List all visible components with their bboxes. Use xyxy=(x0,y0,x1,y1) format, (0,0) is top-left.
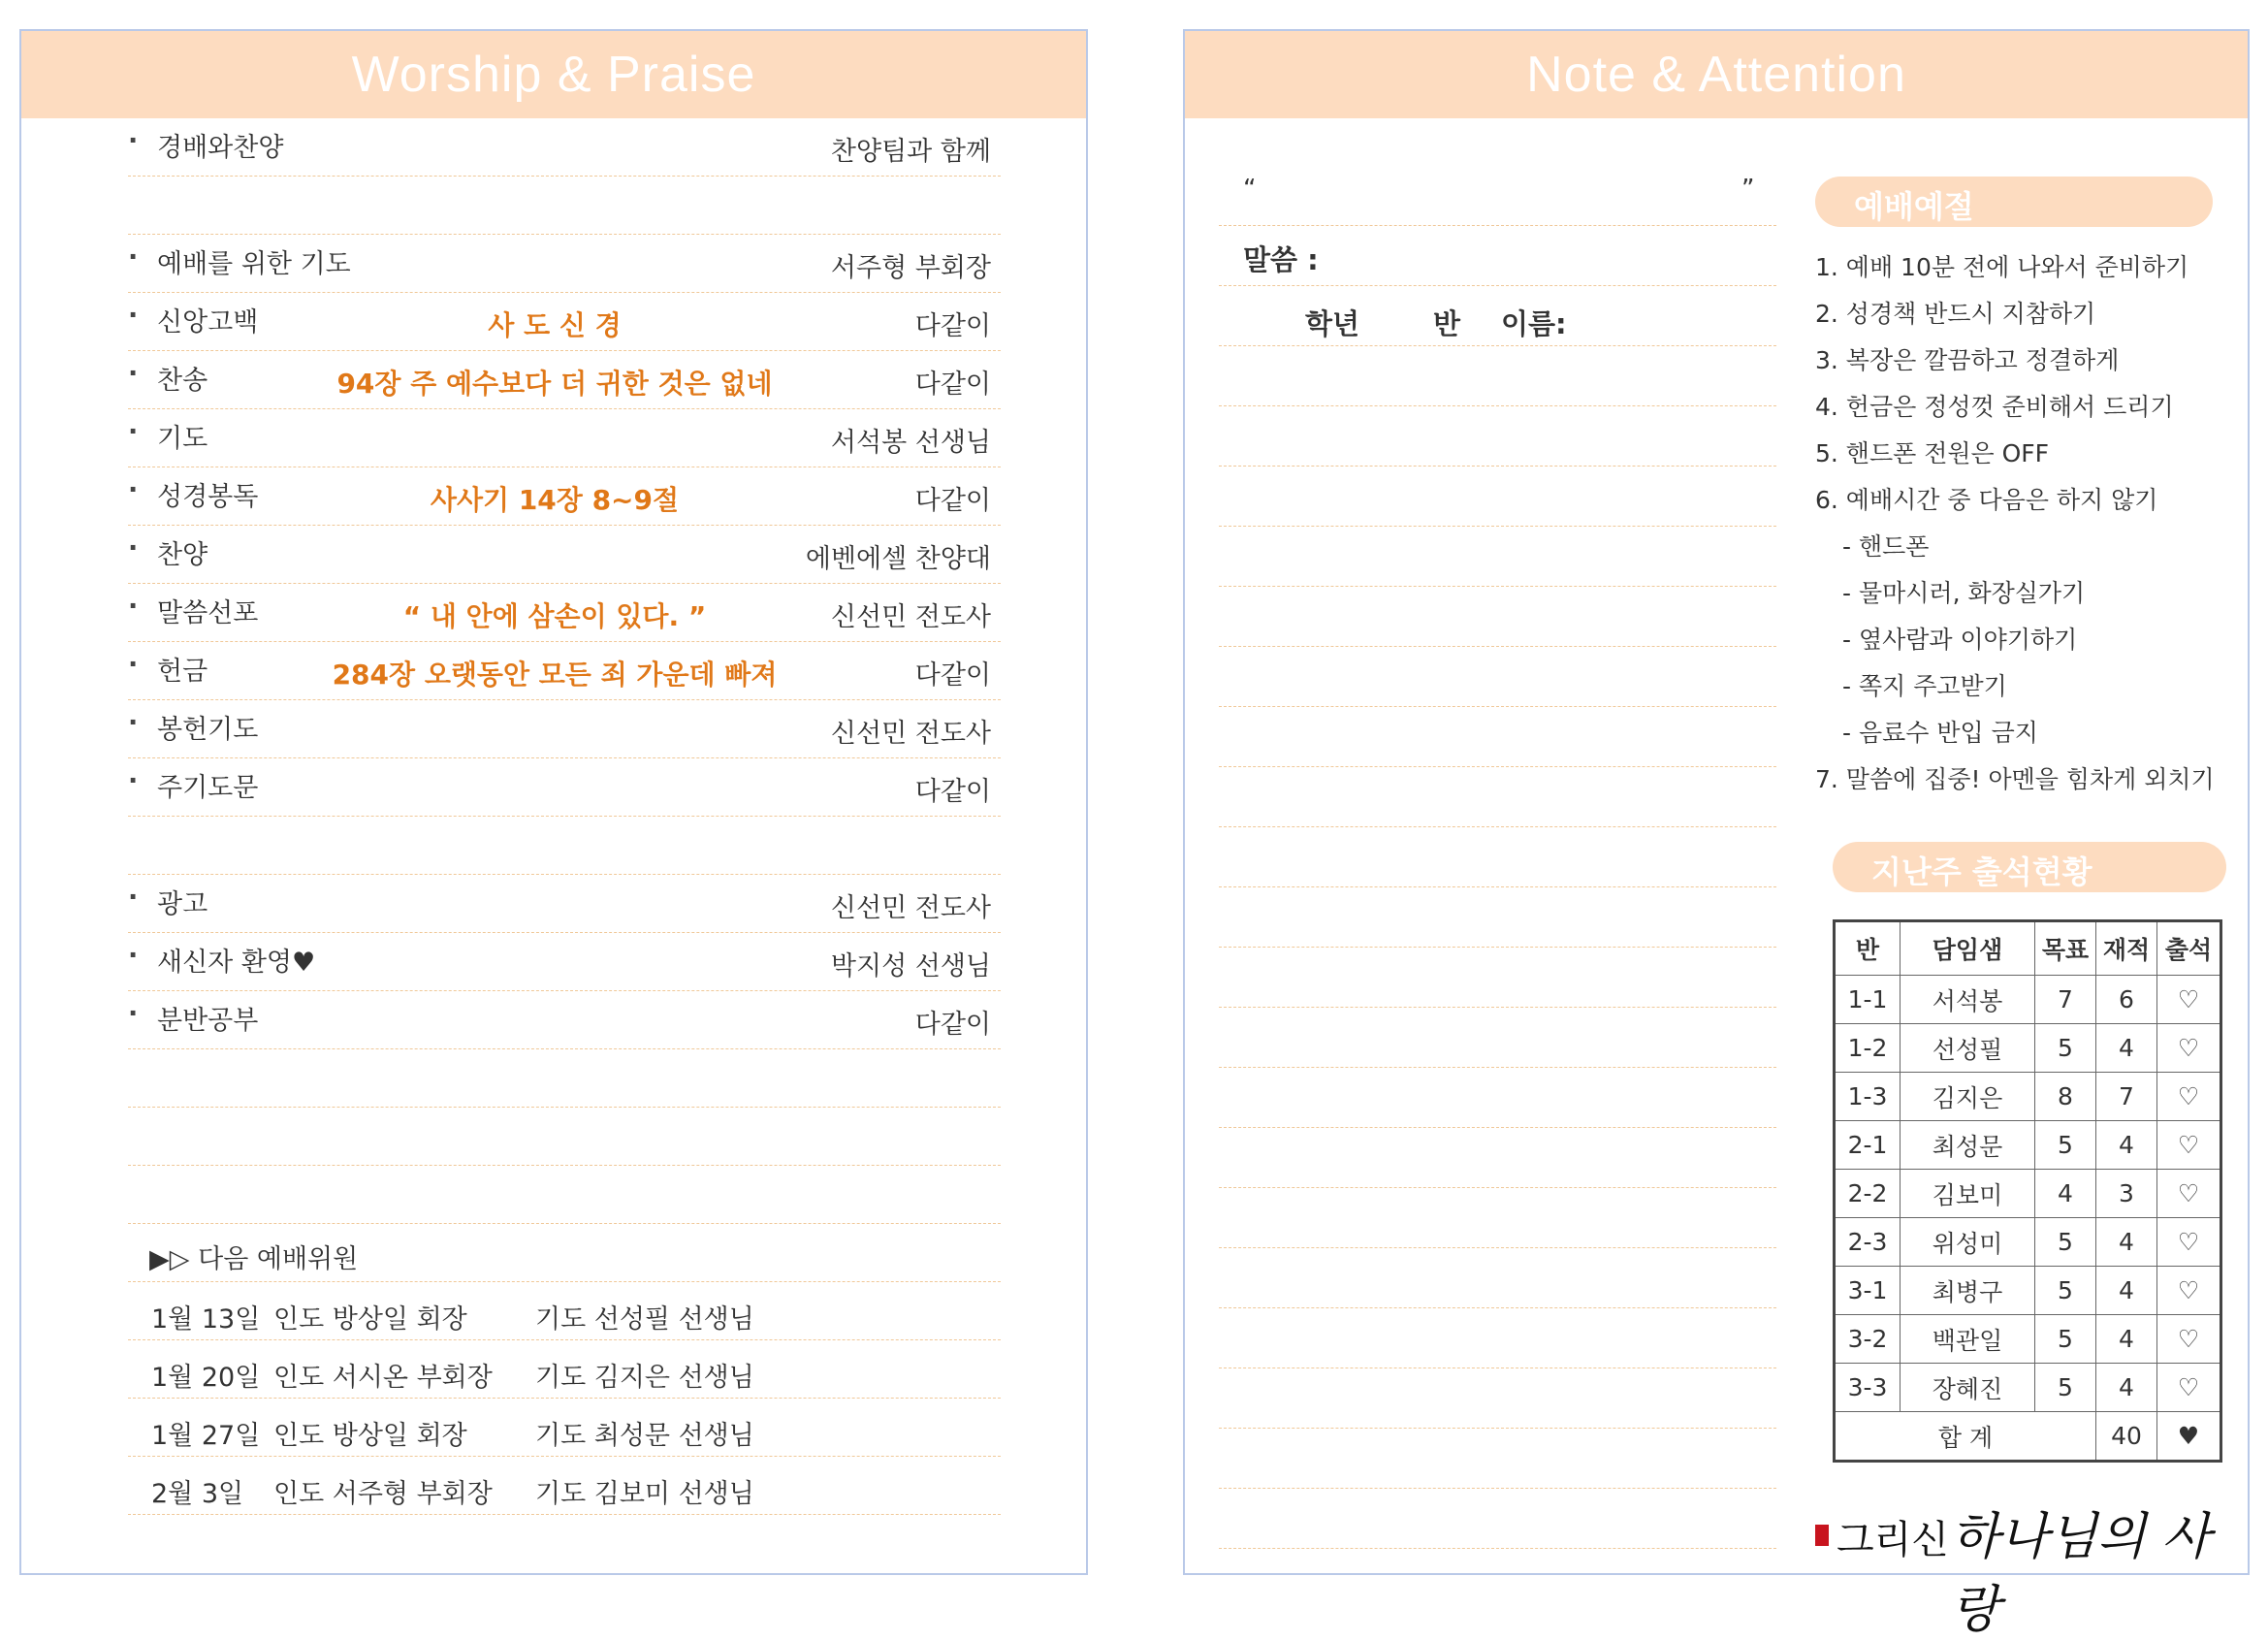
etiquette-rule: 4. 헌금은 정성껏 준비해서 드리기 xyxy=(1815,393,2174,421)
order-item-name: · 기도 xyxy=(157,417,208,455)
note-line xyxy=(1219,1247,1776,1248)
attendance-header-cell: 목표 xyxy=(2035,921,2096,976)
attendance-header-cell: 재적 xyxy=(2096,921,2157,976)
order-item-name: · 경배와찬양 xyxy=(157,126,283,164)
attendance-teacher: 김보미 xyxy=(1901,1170,2035,1218)
attendance-cls: 1-2 xyxy=(1835,1024,1901,1073)
etiquette-rule: 1. 예배 10분 전에 나와서 준비하기 xyxy=(1815,253,2189,281)
attendance-enrolled: 4 xyxy=(2096,1121,2157,1170)
committee-date: 1월 27일 xyxy=(151,1421,261,1451)
order-item-leader: 서주형 부회장 xyxy=(830,253,991,283)
attendance-row xyxy=(1835,1170,2221,1218)
worship-blank-row xyxy=(128,817,1001,875)
committee-prayer: 기도 최성문 선생님 xyxy=(535,1421,754,1451)
order-item-name: · 주기도문 xyxy=(157,766,258,804)
committee-leader: 인도 방상일 회장 xyxy=(273,1304,467,1335)
note-line xyxy=(1219,947,1776,948)
attendance-cls: 3-2 xyxy=(1835,1315,1901,1364)
attendance-goal: 4 xyxy=(2035,1170,2096,1218)
worship-order-row xyxy=(128,409,1001,467)
next-committee-row xyxy=(128,1340,1001,1399)
order-item-leader: 신선민 전도사 xyxy=(830,602,991,632)
attendance-goal: 5 xyxy=(2035,1218,2096,1267)
note-line xyxy=(1219,706,1776,707)
quote-close-mark: ” xyxy=(1741,175,1755,204)
worship-order-row xyxy=(128,991,1001,1049)
committee-prayer: 기도 김보미 선생님 xyxy=(535,1479,754,1509)
order-item-leader: 박지성 선생님 xyxy=(830,951,991,981)
attendance-present: ♡ xyxy=(2157,1073,2221,1121)
attendance-cls: 1-1 xyxy=(1835,976,1901,1024)
order-item-leader: 에벤에셀 찬양대 xyxy=(805,544,991,574)
note-line xyxy=(1219,1127,1776,1128)
note-line xyxy=(1219,466,1776,467)
attendance-teacher: 서석봉 xyxy=(1901,976,2035,1024)
attendance-enrolled: 7 xyxy=(2096,1073,2157,1121)
attendance-table xyxy=(1833,919,2222,1463)
order-item-name: · 찬양 xyxy=(157,533,208,571)
committee-prayer: 기도 김지은 선생님 xyxy=(535,1363,754,1393)
worship-order-row xyxy=(128,293,1001,351)
order-item-detail: 사사기 14장 8~9절 xyxy=(430,484,680,516)
attendance-present: ♡ xyxy=(2157,976,2221,1024)
attendance-present: ♡ xyxy=(2157,1024,2221,1073)
order-item-name: · 광고 xyxy=(157,883,208,920)
attendance-row xyxy=(1835,976,2221,1024)
order-item-leader: 신선민 전도사 xyxy=(830,719,991,749)
etiquette-rule: 2. 성경책 반드시 지참하기 xyxy=(1815,300,2096,328)
etiquette-pill xyxy=(1815,177,2213,227)
attendance-teacher: 위성미 xyxy=(1901,1218,2035,1267)
note-line xyxy=(1219,1067,1776,1068)
order-item-detail: 284장 오랫동안 모든 죄 가운데 빠져 xyxy=(332,659,778,691)
worship-banner xyxy=(21,31,1086,118)
etiquette-rule: 6. 예배시간 중 다음은 하지 않기 xyxy=(1815,486,2158,514)
order-item-leader: 다같이 xyxy=(914,660,991,691)
name-label: 이름: xyxy=(1501,307,1567,340)
next-committee-heading xyxy=(128,1224,1001,1282)
worship-blank-row xyxy=(128,1166,1001,1224)
attendance-goal: 7 xyxy=(2035,976,2096,1024)
attendance-cls: 2-2 xyxy=(1835,1170,1901,1218)
note-line xyxy=(1219,1007,1776,1008)
class-label: 반 xyxy=(1433,307,1461,340)
worship-order-row xyxy=(128,875,1001,933)
attendance-goal: 5 xyxy=(2035,1364,2096,1412)
next-committee-row xyxy=(128,1282,1001,1340)
signature-text-b: 하나님의 사랑 xyxy=(1951,1508,2211,1639)
attendance-goal: 5 xyxy=(2035,1315,2096,1364)
attendance-header-cell: 출석 xyxy=(2157,921,2221,976)
worship-order-row xyxy=(128,584,1001,642)
worship-order-row xyxy=(128,526,1001,584)
attendance-teacher: 백관일 xyxy=(1901,1315,2035,1364)
attendance-row xyxy=(1835,1073,2221,1121)
etiquette-title: 예배예절 xyxy=(1854,188,1974,225)
committee-date: 1월 20일 xyxy=(151,1363,261,1393)
attendance-present: ♡ xyxy=(2157,1315,2221,1364)
signature-logo xyxy=(1815,1496,2232,1639)
order-item-name: · 신앙고백 xyxy=(157,301,258,338)
attendance-enrolled: 4 xyxy=(2096,1024,2157,1073)
attendance-teacher: 최병구 xyxy=(1901,1267,2035,1315)
attendance-teacher: 선성필 xyxy=(1901,1024,2035,1073)
attendance-goal: 5 xyxy=(2035,1267,2096,1315)
worship-order-row xyxy=(128,351,1001,409)
attendance-row xyxy=(1835,1024,2221,1073)
attendance-enrolled: 6 xyxy=(2096,976,2157,1024)
total-enrolled: 40 xyxy=(2096,1412,2157,1462)
attendance-teacher: 최성문 xyxy=(1901,1121,2035,1170)
note-line xyxy=(1219,526,1776,527)
note-page xyxy=(1183,29,2250,1639)
note-line xyxy=(1219,1548,1776,1549)
etiquette-rule: - 옆사람과 이야기하기 xyxy=(1842,626,2078,654)
note-line xyxy=(1219,405,1776,406)
order-item-leader: 찬양팀과 함께 xyxy=(830,137,991,167)
note-line xyxy=(1219,766,1776,767)
note-title: Note & Attention xyxy=(1526,47,1906,103)
worship-order-row xyxy=(128,642,1001,700)
note-line xyxy=(1219,646,1776,647)
committee-prayer: 기도 선성필 선생님 xyxy=(535,1304,754,1335)
note-line xyxy=(1219,1307,1776,1308)
order-item-name: · 헌금 xyxy=(157,650,208,688)
committee-date: 1월 13일 xyxy=(151,1304,261,1335)
order-item-name: · 새신자 환영♥ xyxy=(157,941,315,979)
attendance-row xyxy=(1835,1121,2221,1170)
signature-text-a: 그리신 xyxy=(1837,1518,1949,1562)
note-line xyxy=(1219,1187,1776,1188)
attendance-row xyxy=(1835,1364,2221,1412)
committee-leader: 인도 서시온 부회장 xyxy=(273,1363,493,1393)
attendance-present: ♡ xyxy=(2157,1218,2221,1267)
etiquette-rule: - 쪽지 주고받기 xyxy=(1842,672,2007,700)
attendance-header-cell: 담임샘 xyxy=(1901,921,2035,976)
note-line xyxy=(1219,225,1776,226)
order-item-name: · 예배를 위한 기도 xyxy=(157,242,351,280)
etiquette-rules xyxy=(1815,248,2242,807)
order-item-leader: 다같이 xyxy=(914,1010,991,1040)
attendance-teacher: 김지은 xyxy=(1901,1073,2035,1121)
committee-leader: 인도 방상일 회장 xyxy=(273,1421,467,1451)
note-line xyxy=(1219,285,1776,286)
worship-order-row xyxy=(128,467,1001,526)
order-item-name: · 봉헌기도 xyxy=(157,708,258,746)
etiquette-rule: 5. 핸드폰 전원은 OFF xyxy=(1815,439,2050,467)
etiquette-rule: 7. 말씀에 집중! 아멘을 힘차게 외치기 xyxy=(1815,765,2215,793)
attendance-cls: 2-1 xyxy=(1835,1121,1901,1170)
note-line xyxy=(1219,586,1776,587)
worship-title: Worship & Praise xyxy=(351,47,756,103)
note-line xyxy=(1219,345,1776,346)
attendance-cls: 3-1 xyxy=(1835,1267,1901,1315)
attendance-row xyxy=(1835,1315,2221,1364)
attendance-teacher: 장혜진 xyxy=(1901,1364,2035,1412)
attendance-present: ♡ xyxy=(2157,1170,2221,1218)
note-line xyxy=(1219,826,1776,827)
worship-order-row xyxy=(128,700,1001,758)
attendance-goal: 5 xyxy=(2035,1121,2096,1170)
attendance-enrolled: 4 xyxy=(2096,1218,2157,1267)
note-line xyxy=(1219,1428,1776,1429)
worship-order-row xyxy=(128,235,1001,293)
order-item-name: · 성경봉독 xyxy=(157,475,258,513)
attendance-enrolled: 4 xyxy=(2096,1267,2157,1315)
attendance-cls: 2-3 xyxy=(1835,1218,1901,1267)
attendance-present: ♡ xyxy=(2157,1121,2221,1170)
etiquette-rule: - 음료수 반입 금지 xyxy=(1842,719,2038,747)
red-seal-icon xyxy=(1815,1525,1829,1546)
worship-blank-row xyxy=(128,1049,1001,1108)
attendance-cls: 3-3 xyxy=(1835,1364,1901,1412)
order-item-leader: 다같이 xyxy=(914,777,991,807)
attendance-goal: 5 xyxy=(2035,1024,2096,1073)
order-item-name: · 찬송 xyxy=(157,359,208,397)
order-item-leader: 서석봉 선생님 xyxy=(830,428,991,458)
attendance-row xyxy=(1835,1267,2221,1315)
order-item-leader: 다같이 xyxy=(914,370,991,400)
next-committee-row xyxy=(128,1457,1001,1515)
attendance-pill xyxy=(1833,842,2226,892)
etiquette-rule: - 물마시러, 화장실가기 xyxy=(1842,579,2086,607)
order-item-detail: “ 내 안에 삼손이 있다. ” xyxy=(402,600,707,632)
worship-order-row xyxy=(128,118,1001,177)
order-item-leader: 다같이 xyxy=(914,486,991,516)
attendance-header-cell: 반 xyxy=(1835,921,1901,976)
note-line xyxy=(1219,886,1776,887)
etiquette-rule: - 핸드폰 xyxy=(1842,532,1930,561)
attendance-present: ♡ xyxy=(2157,1267,2221,1315)
attendance-total-row xyxy=(1835,1412,2221,1462)
attendance-enrolled: 3 xyxy=(2096,1170,2157,1218)
total-label: 합 계 xyxy=(1835,1412,2096,1462)
attendance-present: ♡ xyxy=(2157,1364,2221,1412)
worship-blank-row xyxy=(128,1108,1001,1166)
next-committee-row xyxy=(128,1399,1001,1457)
order-item-detail: 94장 주 예수보다 더 귀한 것은 없네 xyxy=(336,368,773,400)
quote-open-mark: “ xyxy=(1243,175,1257,204)
order-item-name: · 분반공부 xyxy=(157,999,258,1037)
worship-order-row xyxy=(128,758,1001,817)
note-banner xyxy=(1185,31,2248,118)
order-item-leader: 다같이 xyxy=(914,311,991,341)
order-item-detail: 사 도 신 경 xyxy=(488,309,622,341)
worship-page xyxy=(19,29,1088,1575)
sermon-label: 말씀 : xyxy=(1243,243,1319,276)
committee-leader: 인도 서주형 부회장 xyxy=(273,1479,493,1509)
attendance-title: 지난주 출석현황 xyxy=(1871,853,2092,890)
worship-order-row xyxy=(128,933,1001,991)
attendance-goal: 8 xyxy=(2035,1073,2096,1121)
order-item-name: · 말씀선포 xyxy=(157,592,258,629)
grade-label: 학년 xyxy=(1305,307,1360,340)
etiquette-rule: 3. 복장은 깔끔하고 정결하게 xyxy=(1815,346,2120,374)
attendance-cls: 1-3 xyxy=(1835,1073,1901,1121)
total-present: ♥ xyxy=(2157,1412,2221,1462)
attendance-header-row xyxy=(1835,921,2221,976)
attendance-enrolled: 4 xyxy=(2096,1315,2157,1364)
next-committee-label: ▶▷ 다음 예배위원 xyxy=(149,1244,359,1274)
attendance-row xyxy=(1835,1218,2221,1267)
note-line xyxy=(1219,1488,1776,1489)
attendance-enrolled: 4 xyxy=(2096,1364,2157,1412)
order-item-leader: 신선민 전도사 xyxy=(830,893,991,923)
worship-blank-row xyxy=(128,177,1001,235)
committee-date: 2월 3일 xyxy=(151,1479,244,1509)
